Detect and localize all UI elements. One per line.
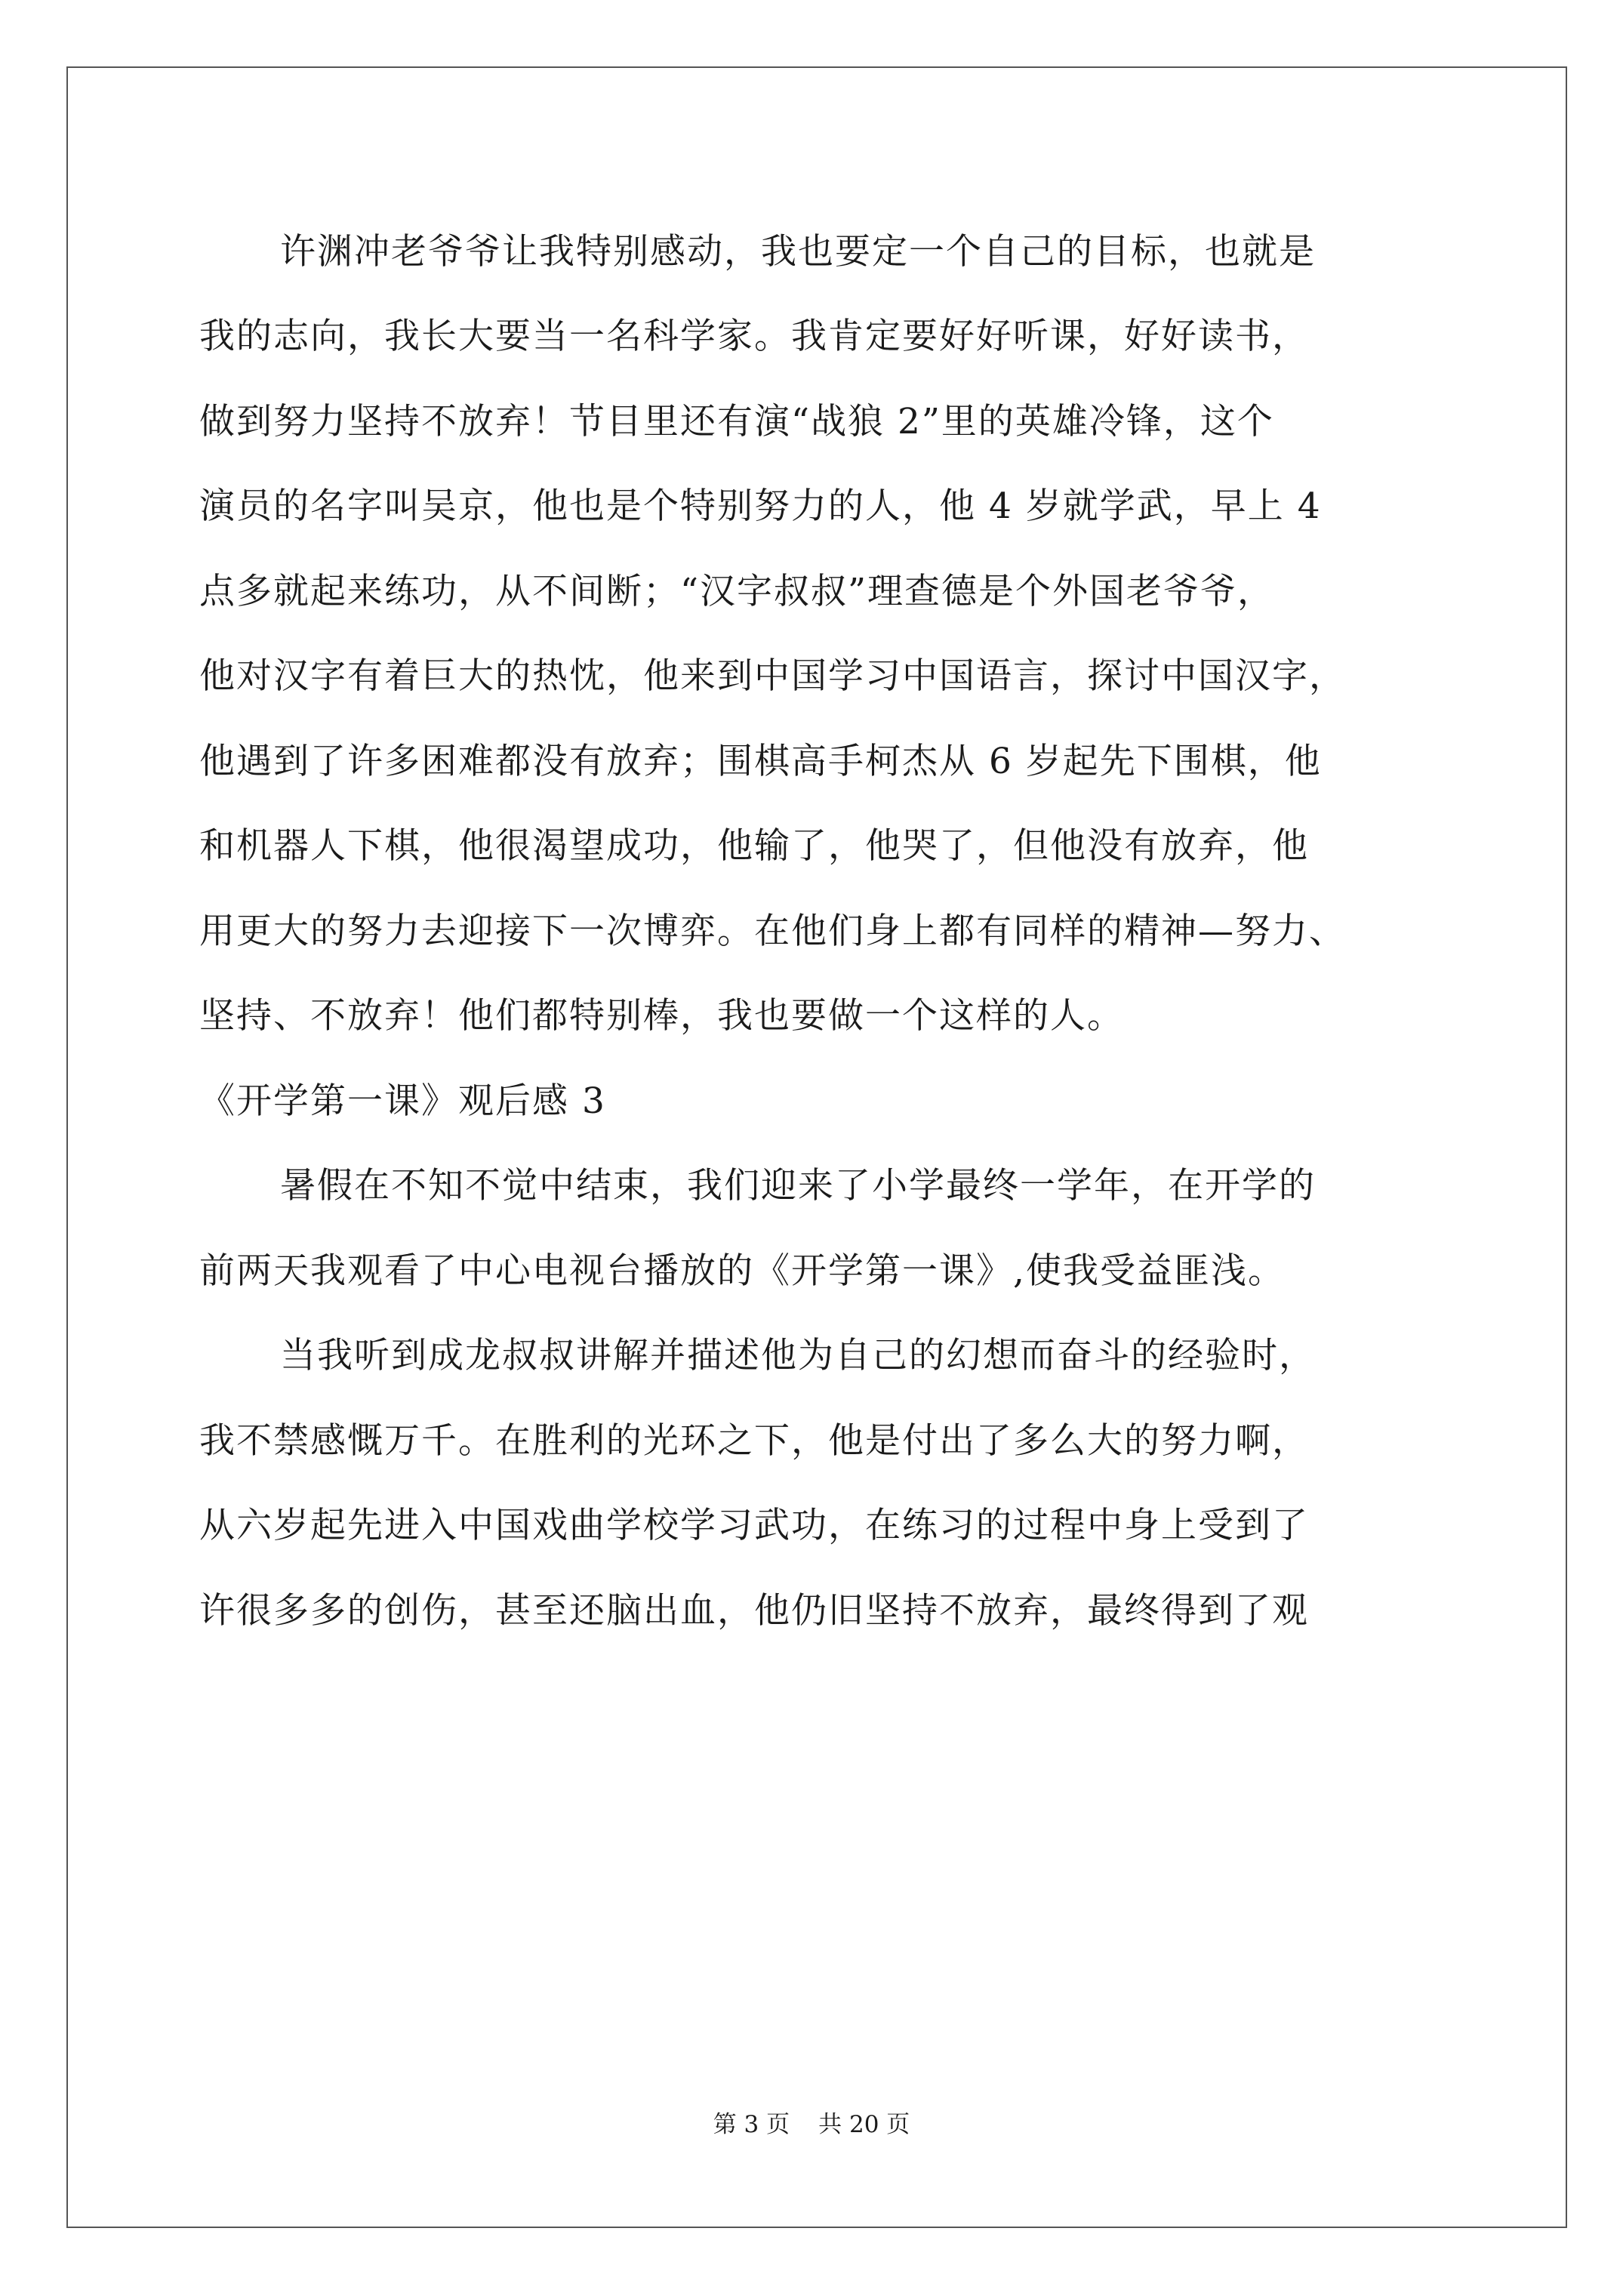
paragraph-line: 从六岁起先进入中国戏曲学校学习武功，在练习的过程中身上受到了: [199, 1505, 1309, 1546]
paragraph-line: 许很多多的创伤，甚至还脑出血，他仍旧坚持不放弃，最终得到了观: [199, 1590, 1309, 1632]
paragraph-line: 演员的名字叫吴京，他也是个特别努力的人，他 4 岁就学武，早上 4: [199, 485, 1322, 527]
paragraph-line: 当我听到成龙叔叔讲解并描述他为自己的幻想而奋斗的经验时，: [280, 1335, 1316, 1376]
page-footer: [0, 2110, 1623, 2140]
paragraph-line: 暑假在不知不觉中结束，我们迎来了小学最终一学年，在开学的: [280, 1165, 1316, 1207]
paragraph-line: 坚持、不放弃！他们都特别棒，我也要做一个这样的人。: [199, 995, 1124, 1037]
paragraph-line: 我的志向，我长大要当一名科学家。我肯定要好好听课，好好读书，: [199, 316, 1309, 357]
paragraph-line: 前两天我观看了中心电视台播放的《开学第一课》,使我受益匪浅。: [199, 1250, 1285, 1292]
paragraph-line: 点多就起来练功，从不间断；“汉字叔叔”理查德是个外国老爷爷，: [199, 571, 1275, 612]
paragraph-line: 我不禁感慨万千。在胜利的光环之下，他是付出了多么大的努力啊，: [199, 1420, 1309, 1462]
paragraph-line: 许渊冲老爷爷让我特别感动，我也要定一个自己的目标，也就是: [280, 231, 1316, 273]
paragraph-line: 他对汉字有着巨大的热忱，他来到中国学习中国语言，探讨中国汉字，: [199, 655, 1346, 697]
section-heading: 《开学第一课》观后感 3: [199, 1080, 606, 1122]
paragraph-line: 他遇到了许多困难都没有放弃；围棋高手柯杰从 6 岁起先下围棋，他: [199, 741, 1322, 782]
paragraph-line: 用更大的努力去迎接下一次博弈。在他们身上都有同样的精神—努力、: [199, 911, 1346, 952]
page-number: 第 3 页: [713, 2111, 790, 2138]
page-total: 共 20 页: [818, 2111, 910, 2138]
paragraph-line: 做到努力坚持不放弃！节目里还有演“战狼 2”里的英雄冷锋，这个: [199, 401, 1274, 442]
page-border: [66, 66, 1567, 2228]
paragraph-line: 和机器人下棋，他很渴望成功，他输了，他哭了，但他没有放弃，他: [199, 825, 1309, 867]
